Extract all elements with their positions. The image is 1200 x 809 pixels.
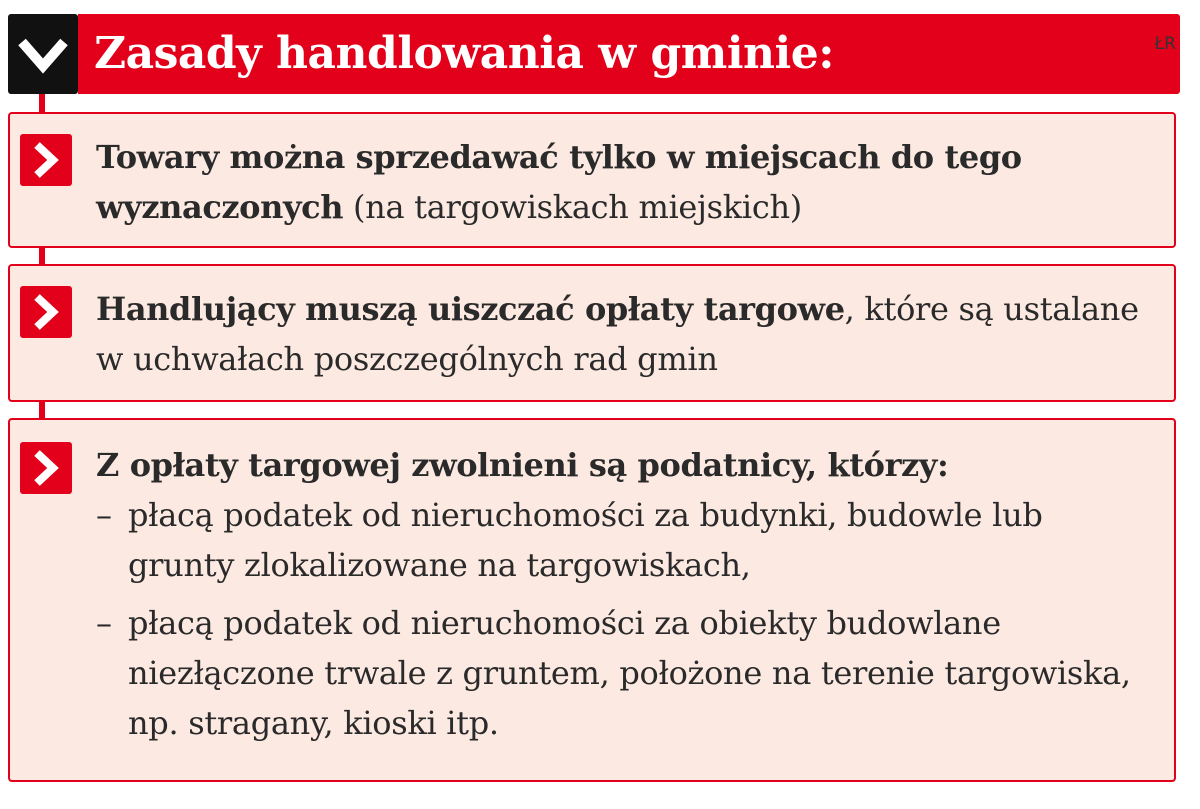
chevron-right-icon [20, 134, 72, 186]
page-title: Zasady handlowania w gminie: [94, 28, 834, 79]
rule-2-bold: Handlujący muszą uiszczać opłaty targowe [96, 290, 845, 328]
rule-box-3 [8, 418, 1176, 782]
header-bar [78, 14, 1180, 94]
rule-3-heading: Z opłaty targowej zwolnieni są podatnicy, którzy: [96, 446, 949, 484]
chevron-right-icon [20, 442, 72, 494]
rule-1-normal: (na targowiskach miejskich) [343, 188, 802, 226]
rule-text-2 [96, 284, 1154, 384]
rule-box-1 [8, 112, 1176, 248]
list-item [96, 598, 1154, 748]
rule-text-1 [96, 132, 1154, 232]
rule-text-3 [96, 440, 1154, 748]
rule-2-normal: , które są ustalane w uchwałach poszczególnych rad gmin [96, 290, 1139, 378]
list-dash: – [96, 496, 112, 534]
chevron-right-icon [20, 286, 72, 338]
list-item-text: płacą podatek od nieruchomości za budynki, budowle lub grunty zlokalizowane na targowiskach, [128, 496, 1043, 584]
author-credit: ŁR [1154, 34, 1176, 54]
rule-box-2 [8, 264, 1176, 402]
rule-1-bold: Towary można sprzedawać tylko w miejscach do tego wyznaczonych [96, 138, 1022, 226]
list-item-text: płacą podatek od nieruchomości za obiekty budowlane niezłączone trwale z gruntem, położone na terenie targowiska, np. stragany, kioski itp. [128, 604, 1131, 742]
list-dash: – [96, 604, 112, 642]
list-item [96, 490, 1154, 590]
chevron-down-icon [8, 14, 78, 94]
